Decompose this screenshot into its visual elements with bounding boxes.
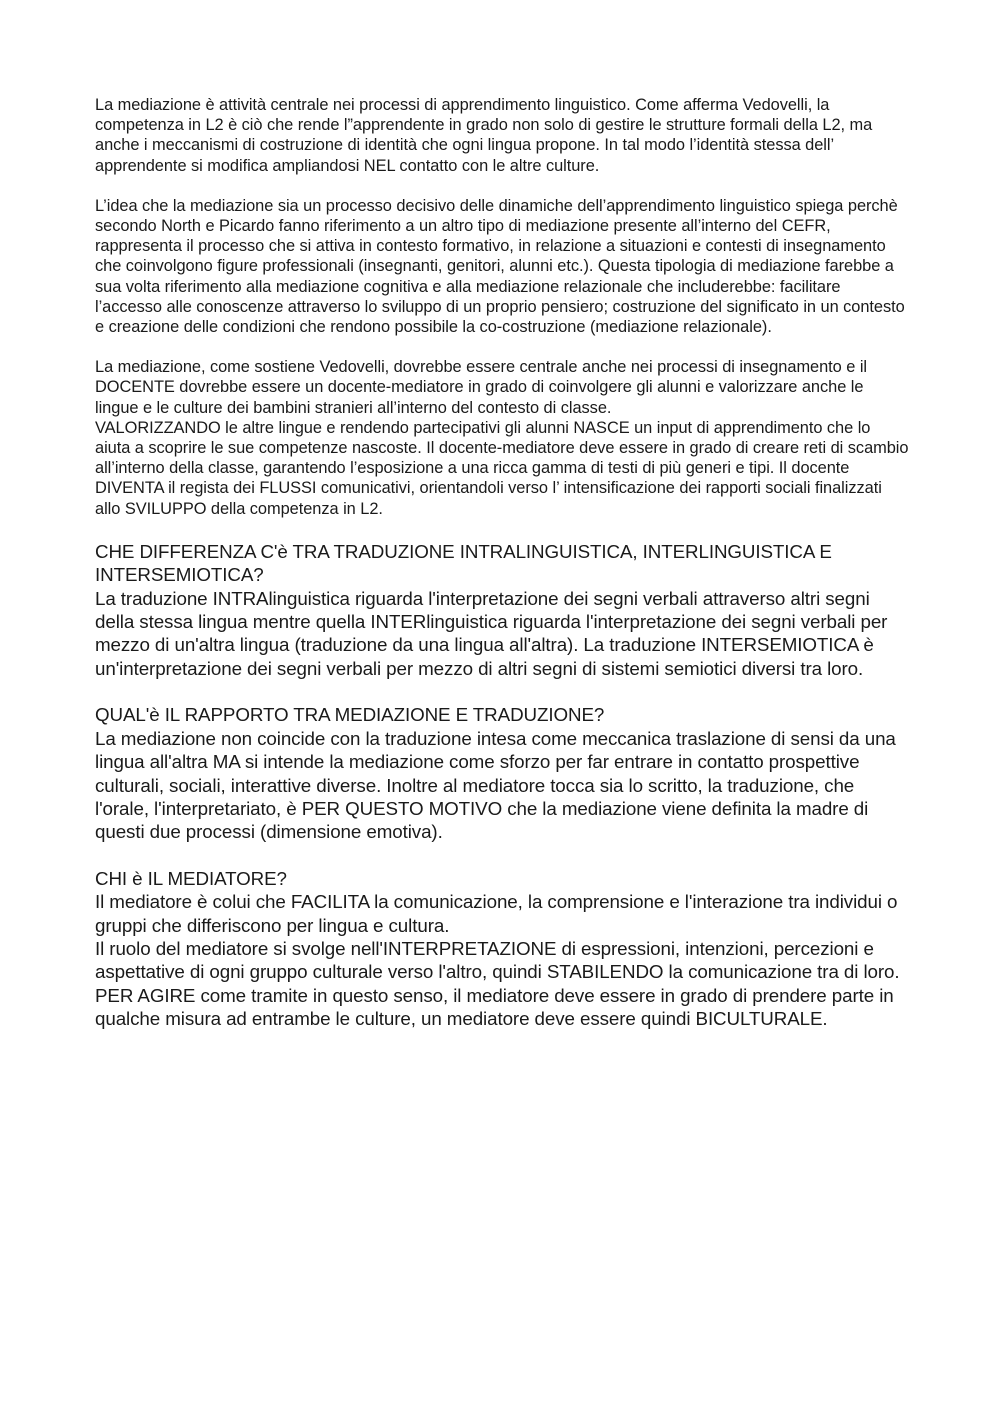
answer-translation-types: La traduzione INTRAlinguistica riguarda l'interpretazione dei segni verbali attraverso altri segni della stessa lingua mentre quella INTERlinguistica riguarda l'interpretazione dei segni verbali per mezzo di un'altra lingua (traduzione da una lingua all'altra). La traduzione INTERSEMIOTICA è un'interpretazione dei segni verbali per mezzo di altri segni di sistemi semiotici diversi tra loro. bbox=[95, 587, 888, 679]
answer-mediation-translation: La mediazione non coincide con la traduzione intesa come meccanica traslazione di sensi da una lingua all'altra MA si intende la mediazione come sforzo per far entrare in contatto prospettive culturali, sociali, interattive diverse. Inoltre al mediatore tocca sia lo scritto, la traduzione, che l'orale, l'interpretariato, è PER QUESTO MOTIVO che la mediazione viene definita la madre di questi due processi (dimensione emotiva). bbox=[95, 727, 896, 843]
qa-section bbox=[95, 540, 910, 1031]
document-page bbox=[95, 95, 910, 1031]
question-who-is-mediator: CHI è IL MEDIATORE? bbox=[95, 867, 287, 889]
paragraph-cefr-mediation: L’idea che la mediazione sia un processo decisivo delle dinamiche dell’apprendimento linguistico spiega perchè secondo North e Picardo fanno riferimento a un altro tipo di mediazione presente all’interno del CEFR, rappresenta il processo che si attiva in contesto formativo, in relazione a situazioni e contesti di insegnamento che coinvolgono figure professionali (insegnanti, genitori, alunni etc.). Questa tipologia di mediazione farebbe a sua volta riferimento alla mediazione cognitiva e alla mediazione relazionale che includerebbe: facilitare l’accesso alle conoscenze attraverso lo sviluppo di un proprio pensiero; costruzione del significato in un contesto e creazione delle condizioni che rendono possibile la co-costruzione (mediazione relazionale). bbox=[95, 196, 905, 337]
question-translation-types: CHE DIFFERENZA C'è TRA TRADUZIONE INTRALINGUISTICA, INTERLINGUISTICA E INTERSEMIOTICA? bbox=[95, 540, 832, 586]
paragraph-valorizing-languages: VALORIZZANDO le altre lingue e rendendo partecipativi gli alunni NASCE un input di apprendimento che lo aiuta a scoprire le sue competenze nascoste. Il docente-mediatore deve essere in grado di creare reti di scambio all’interno della classe, garantendo l’esposizione a una ricca gamma di testi di più generi e tipi. Il docente DIVENTA il regista dei FLUSSI comunicativi, orientandoli verso l’ intensificazione dei rapporti sociali finalizzati allo SVILUPPO della competenza in L2. bbox=[95, 418, 909, 518]
answer-mediator-role: Il ruolo del mediatore si svolge nell'INTERPRETAZIONE di espressioni, intenzioni, percezioni e aspettative di ogni gruppo culturale verso l'altro, quindi STABILENDO la comunicazione tra di loro. PER AGIRE come tramite in questo senso, il mediatore deve essere in grado di prendere parte in qualche misura ad entrambe le culture, un mediatore deve essere quindi BICULTURALE. bbox=[95, 937, 900, 1030]
question-mediation-translation: QUAL'è IL RAPPORTO TRA MEDIAZIONE E TRADUZIONE? bbox=[95, 704, 605, 726]
paragraph-teacher-mediator: La mediazione, come sostiene Vedovelli, dovrebbe essere centrale anche nei processi di insegnamento e il DOCENTE dovrebbe essere un docente-mediatore in grado di coinvolgere gli alunni e valorizzare anche le lingue e le culture dei bambini stranieri all’interno del contesto di classe. bbox=[95, 358, 868, 417]
intro-section bbox=[95, 95, 910, 519]
paragraph-mediation-central: La mediazione è attività centrale nei processi di apprendimento linguistico. Come afferma Vedovelli, la competenza in L2 è ciò che rende l”apprendente in grado non solo di gestire le strutture formali della L2, ma anche i meccanismi di costruzione di identità che ogni lingua propone. In tal modo l’identità stessa dell’ apprendente si modifica ampliandosi NEL contatto con le altre culture. bbox=[95, 96, 873, 175]
answer-mediator-definition: Il mediatore è colui che FACILITA la comunicazione, la comprensione e l'interazione tra individui o gruppi che differiscono per lingua e cultura. bbox=[95, 891, 898, 936]
